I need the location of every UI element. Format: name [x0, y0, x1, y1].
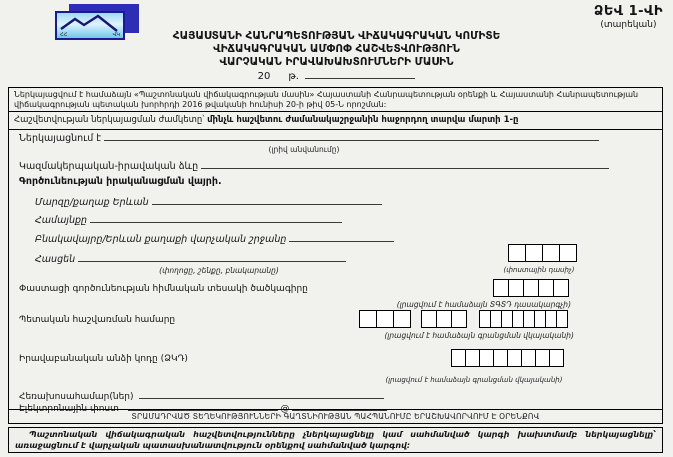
form-code-block — [594, 4, 663, 30]
report-title: ՎԻՃԱԿԱԳՐԱԿԱՆ ԱՄՓՈՓ ՀԱՇՎԵՏՎՈՒԹՅՈՒՆ — [213, 43, 460, 55]
logo-right-mark: ՎԿ — [112, 32, 120, 38]
org-title: ՀԱՅԱՍՏԱՆԻ ՀԱՆՐԱՊԵՏՈՒԹՅԱՆ ՎԻՃԱԿԱԳՐԱԿԱՆ ԿՈՄԻՏԵ — [172, 30, 501, 42]
phone-input-line[interactable] — [139, 388, 384, 399]
confidentiality-band: ՏՐԱՄԱԴՐՎԱԾ ՏԵՂԵԿՈՒԹՅՈՒՆՆԵՐԻ ԳԱՂՏՆԻՈՒԹՅԱՆ ՊԱՀՊԱՆՈՒՄԸ ԵՐԱՇԽԱՎՈՐՎՈՒՄ Է ՕՐԵՆՔՈՎ — [9, 409, 662, 423]
settlement-row — [35, 231, 394, 245]
legal-entity-code-hint: (լրացվում է համաձայն գրանցման վկայականի) — [385, 376, 563, 384]
presenter-row — [19, 130, 599, 144]
legal-entity-code-boxes-cell[interactable] — [479, 349, 494, 367]
state-reg-boxes-group2 — [421, 310, 467, 328]
address-label: Հասցեն — [35, 254, 76, 265]
settlement-label: Բնակավայրը/Երևան քաղաքի վարչական շրջանը — [35, 234, 287, 245]
org-legal-form-label: Կազմակերպական-իրավական ձևը — [19, 161, 199, 172]
legal-entity-code-boxes-cell[interactable] — [549, 349, 564, 367]
legal-entity-code-boxes-cell[interactable] — [493, 349, 508, 367]
state-reg-boxes-group2-cell[interactable] — [421, 310, 437, 328]
year-prefix: 20 — [257, 71, 271, 82]
address-row — [35, 251, 346, 265]
year-unit: թ. — [288, 71, 299, 82]
marz-row — [35, 194, 382, 208]
postal-code-boxes-cell[interactable] — [542, 244, 560, 262]
activity-code-boxes-cell[interactable] — [553, 279, 569, 297]
presenter-input-line[interactable] — [104, 130, 599, 141]
state-reg-boxes-group3-cell[interactable] — [556, 310, 568, 328]
postal-code-boxes-cell[interactable] — [525, 244, 543, 262]
legal-entity-code-boxes-cell[interactable] — [507, 349, 522, 367]
penalty-note: Պաշտոնական վիճակագրական հաշվետվությունները չներկայացնելը կամ սահմանված կարգի խախտմամբ ներկայացնելը՝ առաջացնում է վարչական պատասխանատվություն օրենքով սահմանված կարգով: — [8, 427, 663, 453]
activity-code-boxes-cell[interactable] — [508, 279, 524, 297]
state-reg-boxes-group1-cell[interactable] — [359, 310, 377, 328]
activity-code-boxes-cell[interactable] — [493, 279, 509, 297]
presenter-label: Ներկայացնում է — [19, 133, 102, 144]
settlement-input-line[interactable] — [289, 231, 394, 242]
postal-hint: (փոստային դասիչ) — [503, 266, 575, 274]
presenter-hint: (լրիվ անվանումը) — [268, 145, 340, 154]
deadline-date: մինչև հաշվետու ժամանակաշրջանին հաջորդող տարվա մարտի 1-ը — [207, 115, 519, 125]
marz-label: Մարզը/քաղաք Երևան — [35, 197, 149, 208]
legal-entity-code-boxes — [451, 349, 564, 367]
community-label: Համայնքը — [35, 215, 88, 226]
state-reg-hint: (լրացվում է համաձայն գրանցման վկայականի) — [384, 331, 574, 340]
org-legal-form-row — [19, 158, 609, 172]
postal-code-boxes-cell[interactable] — [559, 244, 577, 262]
address-input-line[interactable] — [78, 251, 346, 262]
org-legal-form-input-line[interactable] — [201, 158, 609, 169]
activity-code-boxes-cell[interactable] — [538, 279, 554, 297]
email-label: Էլեկտրոնային փոստ — [19, 404, 119, 414]
state-reg-boxes-group1 — [359, 310, 411, 328]
state-reg-boxes-group1-cell[interactable] — [376, 310, 394, 328]
email-at-sign: @ — [280, 404, 290, 414]
deadline-prefix: Հաշվետվության ներկայացման ժամկետը՝ — [14, 115, 208, 125]
legal-entity-code-label: Իրավաբանական անձի կոդը (ՁԿԴ) — [19, 354, 188, 364]
activity-place-heading: Գործունեության իրականացման վայրի. — [19, 176, 222, 187]
year-line — [0, 68, 673, 82]
marz-input-line[interactable] — [152, 194, 382, 205]
phone-label: Հեռախոսահամար(ներ) — [19, 392, 134, 402]
legal-entity-code-boxes-cell[interactable] — [535, 349, 550, 367]
activity-code-boxes-cell[interactable] — [523, 279, 539, 297]
state-reg-boxes-group2-cell[interactable] — [436, 310, 452, 328]
form-body — [8, 87, 663, 424]
community-input-line[interactable] — [90, 212, 342, 223]
legal-entity-code-boxes-cell[interactable] — [451, 349, 466, 367]
activity-code-hint: (լրացվում է համաձայն ՏԳՏԴ դասակարգչի) — [396, 300, 571, 309]
community-row — [35, 212, 342, 226]
report-subject: ՎԱՐՉԱԿԱՆ ԻՐԱՎԱԽԱԽՏՈՒՄՆԵՐԻ ՄԱՍԻՆ — [219, 56, 454, 68]
form-titles — [0, 30, 673, 69]
form-periodicity: (տարեկան) — [600, 20, 657, 30]
activity-code-label: Փաստացի գործունեության հիմնական տեսակի ծածկագիրը — [19, 284, 308, 294]
legal-entity-code-boxes-cell[interactable] — [521, 349, 536, 367]
state-reg-boxes-group1-cell[interactable] — [393, 310, 411, 328]
postal-code-boxes-cell[interactable] — [508, 244, 526, 262]
state-reg-boxes-group2-cell[interactable] — [451, 310, 467, 328]
form-code: ՁԵՎ 1-ՎԻ — [593, 4, 663, 19]
legal-entity-code-boxes-cell[interactable] — [465, 349, 480, 367]
activity-code-boxes — [493, 279, 569, 297]
state-reg-label: Պետական հաշվառման համարը — [19, 315, 176, 325]
logo-left-mark: ՀՀ — [60, 32, 68, 38]
state-reg-boxes-group3 — [479, 310, 568, 328]
year-input-line[interactable] — [305, 68, 415, 79]
postal-code-boxes — [508, 244, 577, 262]
deadline-note — [9, 112, 662, 130]
address-hint: (փողոցը, շենքը, բնակարանը) — [159, 266, 279, 275]
legal-basis-note: Ներկայացվում է համաձայն «Պաշտոնական վիճակագրության մասին» Հայաստանի Հանրապետության օրենքի և Հայաստանի Հանրապետության վիճակագրության պետական խորհրդի 2016 թվականի հունիսի 20-ի թիվ 05-Ն որոշման: — [9, 88, 662, 112]
